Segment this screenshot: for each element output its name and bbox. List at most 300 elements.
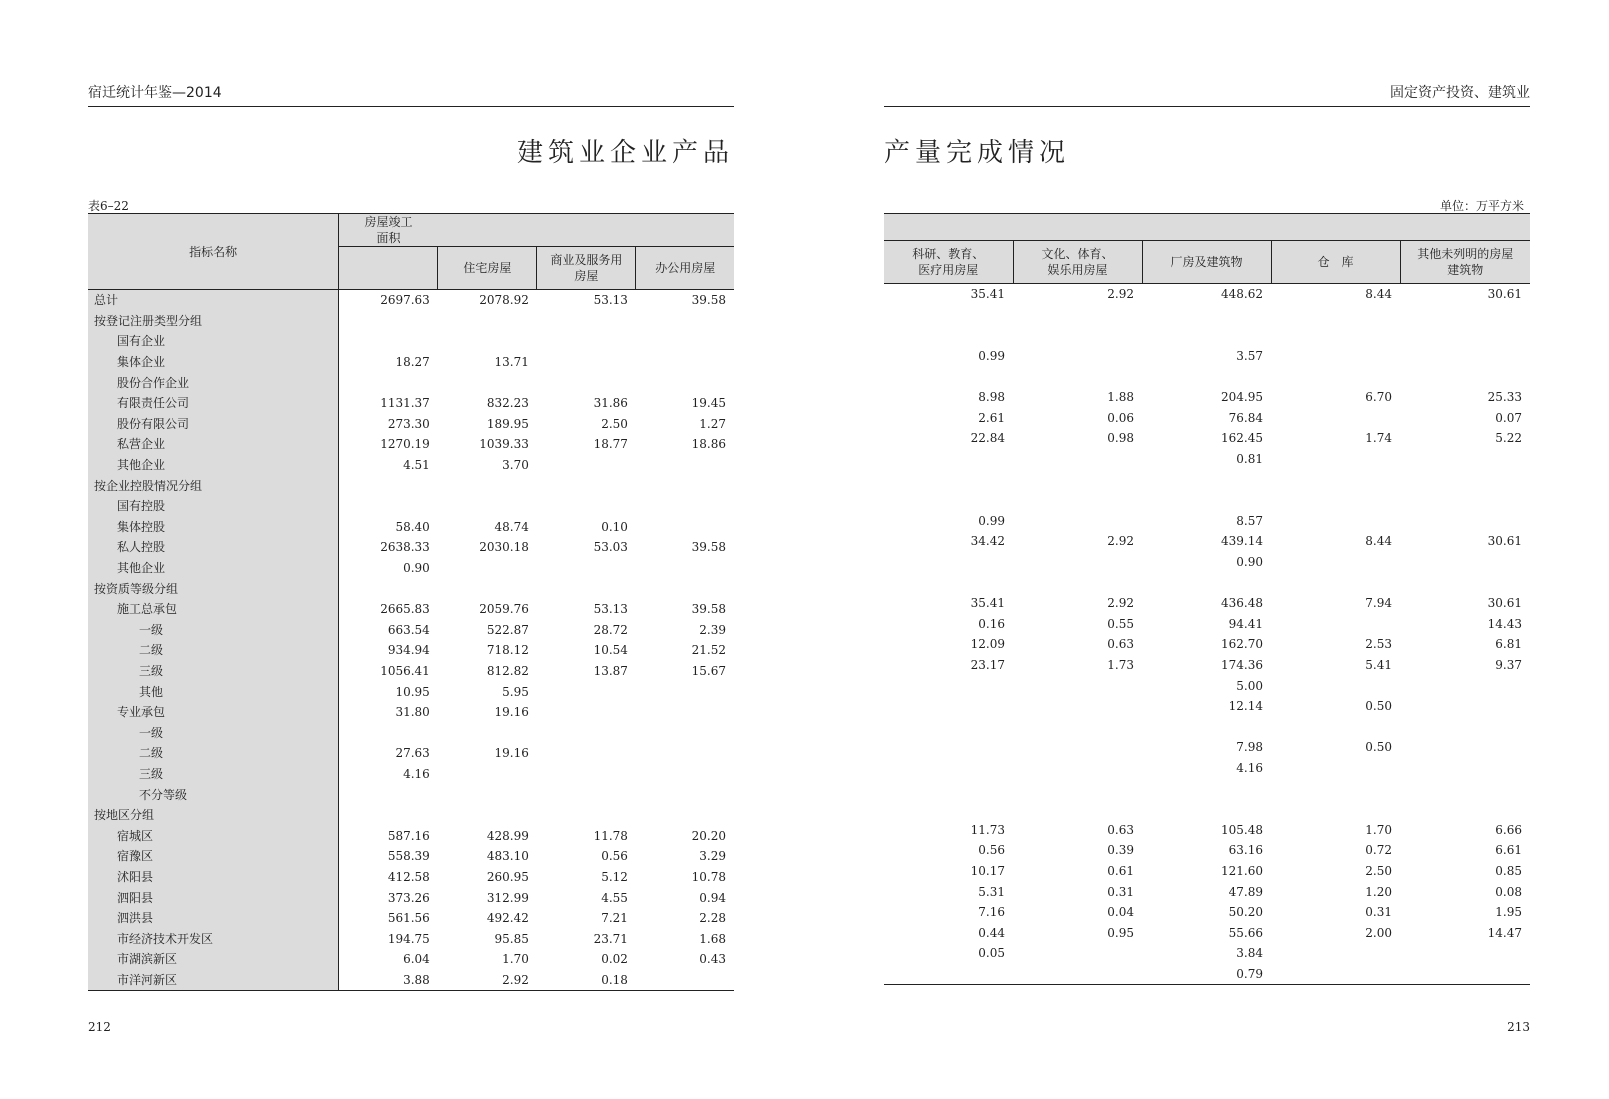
cell-value: 19.16 — [494, 705, 529, 720]
header-warehouse: 仓 库 — [1271, 241, 1400, 284]
table-row — [88, 970, 734, 991]
folio-right: 213 — [1507, 1020, 1530, 1034]
cell-value: 18.77 — [593, 437, 628, 452]
cell-value — [1271, 346, 1400, 367]
cell-value: 3.29 — [699, 849, 726, 864]
row-label: 三级 — [88, 661, 339, 682]
cell-value — [438, 764, 537, 785]
cell-value: 4.51 — [403, 458, 430, 473]
cell-value — [884, 737, 1013, 758]
row-label: 按资质等级分组 — [88, 578, 339, 599]
cell-value — [1400, 943, 1530, 964]
cell-value — [339, 372, 438, 393]
table-row — [88, 681, 734, 702]
cell-value: 10.95 — [395, 684, 430, 699]
cell-value: 0.43 — [699, 952, 726, 967]
cell-value — [1400, 305, 1530, 326]
cell-value: 20.20 — [691, 828, 726, 843]
table-row — [884, 366, 1530, 387]
cell-value: 1.88 — [1107, 390, 1134, 405]
cell-value: 50.20 — [1228, 905, 1263, 920]
header-culture: 文化、体育、 娱乐用房屋 — [1013, 241, 1142, 284]
cell-value: 18.27 — [395, 355, 430, 370]
cell-value: 39.58 — [691, 540, 726, 555]
cell-value — [884, 572, 1013, 593]
cell-value — [537, 681, 636, 702]
cell-value — [1013, 325, 1142, 346]
cell-value: 312.99 — [486, 890, 529, 905]
cell-value: 13.87 — [593, 663, 628, 678]
cell-value — [1400, 799, 1530, 820]
cell-value: 14.43 — [1487, 616, 1522, 631]
cell-value: 0.56 — [601, 849, 628, 864]
cell-value: 0.07 — [1495, 410, 1522, 425]
cell-value: 0.99 — [978, 513, 1005, 528]
table-number: 表6–22 — [88, 199, 129, 213]
table-row — [884, 716, 1530, 737]
table-row — [884, 902, 1530, 923]
cell-value: 1.20 — [1365, 884, 1392, 899]
cell-value — [884, 449, 1013, 470]
cell-value — [537, 558, 636, 579]
cell-value — [636, 496, 734, 517]
cell-value: 1056.41 — [380, 663, 430, 678]
cell-value — [1013, 346, 1142, 367]
row-label: 宿豫区 — [88, 846, 339, 867]
cell-value — [1013, 737, 1142, 758]
table-row — [88, 578, 734, 599]
table-row — [884, 634, 1530, 655]
cell-value: 14.47 — [1487, 925, 1522, 940]
cell-value: 12.14 — [1228, 699, 1263, 714]
cell-value — [636, 455, 734, 476]
cell-value — [537, 331, 636, 352]
header-spacer — [438, 214, 734, 247]
cell-value: 31.86 — [593, 396, 628, 411]
cell-value — [537, 311, 636, 332]
cell-value: 30.61 — [1487, 534, 1522, 549]
row-label: 宿城区 — [88, 825, 339, 846]
cell-value: 260.95 — [486, 869, 529, 884]
header-indicator-name: 指标名称 — [88, 214, 339, 290]
cell-value: 10.78 — [691, 869, 726, 884]
cell-value — [1400, 469, 1530, 490]
cell-value: 0.61 — [1107, 863, 1134, 878]
cell-value — [1271, 614, 1400, 635]
cell-value — [884, 716, 1013, 737]
cell-value — [884, 758, 1013, 779]
table-row — [88, 393, 734, 414]
cell-value: 0.94 — [699, 890, 726, 905]
table-row — [884, 284, 1530, 305]
table-row — [88, 496, 734, 517]
cell-value: 6.04 — [403, 952, 430, 967]
cell-value: 3.84 — [1236, 946, 1263, 961]
cell-value: 47.89 — [1228, 884, 1263, 899]
header-spacer-right — [884, 214, 1530, 241]
header-office: 办公用房屋 — [636, 247, 734, 290]
cell-value — [1400, 716, 1530, 737]
cell-value — [1013, 366, 1142, 387]
table-row — [884, 428, 1530, 449]
cell-value — [1400, 696, 1530, 717]
cell-value — [1013, 469, 1142, 490]
cell-value — [1142, 778, 1271, 799]
cell-value: 6.81 — [1495, 637, 1522, 652]
cell-value — [636, 722, 734, 743]
cell-value: 162.45 — [1221, 431, 1263, 446]
table-row — [88, 928, 734, 949]
cell-value: 18.86 — [691, 437, 726, 452]
cell-value — [1400, 366, 1530, 387]
table-row — [88, 867, 734, 888]
cell-value: 1.70 — [1365, 822, 1392, 837]
cell-value: 6.66 — [1495, 822, 1522, 837]
cell-value — [884, 552, 1013, 573]
table-row — [88, 434, 734, 455]
row-label: 国有企业 — [88, 331, 339, 352]
cell-value: 25.33 — [1487, 390, 1522, 405]
cell-value: 1131.37 — [380, 396, 430, 411]
row-label: 股份有限公司 — [88, 414, 339, 435]
cell-value — [537, 372, 636, 393]
cell-value: 2697.63 — [380, 293, 430, 308]
header-commercial: 商业及服务用 房屋 — [537, 247, 636, 290]
data-table-right — [884, 213, 1530, 985]
cell-value: 0.10 — [601, 519, 628, 534]
table-row — [88, 331, 734, 352]
table-row — [88, 599, 734, 620]
cell-value: 94.41 — [1228, 616, 1263, 631]
page-title-right: 产量完成情况 — [884, 138, 1071, 168]
cell-value: 204.95 — [1221, 390, 1263, 405]
cell-value — [636, 311, 734, 332]
cell-value — [636, 558, 734, 579]
table-row — [88, 640, 734, 661]
cell-value — [1400, 552, 1530, 573]
cell-value — [636, 805, 734, 826]
row-label: 其他企业 — [88, 558, 339, 579]
row-label: 股份合作企业 — [88, 372, 339, 393]
cell-value: 3.70 — [502, 458, 529, 473]
cell-value: 162.70 — [1221, 637, 1263, 652]
row-label: 施工总承包 — [88, 599, 339, 620]
cell-value — [438, 805, 537, 826]
cell-value — [1400, 511, 1530, 532]
cell-value — [884, 964, 1013, 985]
cell-value: 558.39 — [387, 849, 430, 864]
cell-value: 48.74 — [494, 519, 529, 534]
cell-value: 373.26 — [387, 890, 430, 905]
cell-value: 2030.18 — [479, 540, 529, 555]
cell-value: 1.73 — [1107, 657, 1134, 672]
cell-value: 1.95 — [1495, 905, 1522, 920]
table-row — [88, 722, 734, 743]
cell-value: 12.09 — [970, 637, 1005, 652]
cell-value: 0.18 — [537, 970, 636, 991]
cell-value: 2059.76 — [479, 602, 529, 617]
row-label: 按企业控股情况分组 — [88, 475, 339, 496]
cell-value — [339, 722, 438, 743]
cell-value: 189.95 — [486, 416, 529, 431]
cell-value — [884, 469, 1013, 490]
cell-value — [1271, 449, 1400, 470]
row-label: 私人控股 — [88, 537, 339, 558]
cell-value: 5.00 — [1236, 678, 1263, 693]
cell-value: 0.90 — [1236, 555, 1263, 570]
cell-value — [537, 722, 636, 743]
cell-value: 2.61 — [978, 410, 1005, 425]
cell-value — [339, 311, 438, 332]
cell-value: 718.12 — [486, 643, 529, 658]
table-row — [884, 840, 1530, 861]
cell-value: 2078.92 — [479, 293, 529, 308]
cell-value: 2.50 — [1365, 863, 1392, 878]
cell-value: 39.58 — [691, 602, 726, 617]
cell-value: 3.57 — [1236, 349, 1263, 364]
cell-value: 95.85 — [494, 931, 529, 946]
cell-value: 2.92 — [438, 970, 537, 991]
cell-value: 27.63 — [395, 746, 430, 761]
cell-value — [339, 805, 438, 826]
table-row — [88, 846, 734, 867]
cell-value: 2.00 — [1365, 925, 1392, 940]
table-row — [884, 469, 1530, 490]
cell-value — [1013, 943, 1142, 964]
cell-value — [1142, 305, 1271, 326]
table-row — [884, 408, 1530, 429]
cell-value — [1142, 366, 1271, 387]
row-label: 市湖滨新区 — [88, 949, 339, 970]
cell-value: 0.50 — [1365, 740, 1392, 755]
cell-value: 39.58 — [691, 293, 726, 308]
cell-value — [636, 702, 734, 723]
table-row — [884, 675, 1530, 696]
cell-value — [1271, 552, 1400, 573]
cell-value: 9.37 — [1495, 657, 1522, 672]
cell-value: 439.14 — [1221, 534, 1263, 549]
cell-value: 0.31 — [1107, 884, 1134, 899]
cell-value: 2.50 — [601, 416, 628, 431]
cell-value: 2.92 — [1107, 596, 1134, 611]
cell-value — [884, 778, 1013, 799]
header-research: 科研、教育、 医疗用房屋 — [884, 241, 1013, 284]
table-row — [884, 861, 1530, 882]
cell-value: 3.88 — [339, 970, 438, 991]
cell-value — [537, 764, 636, 785]
cell-value: 53.13 — [593, 602, 628, 617]
cell-value: 0.98 — [1107, 431, 1134, 446]
cell-value: 5.95 — [502, 684, 529, 699]
cell-value — [884, 799, 1013, 820]
cell-value: 4.16 — [1236, 760, 1263, 775]
cell-value: 1270.19 — [380, 437, 430, 452]
cell-value: 0.05 — [978, 946, 1005, 961]
table-row — [88, 908, 734, 929]
cell-value — [537, 475, 636, 496]
cell-value — [438, 578, 537, 599]
table-row — [884, 511, 1530, 532]
row-label: 市洋河新区 — [88, 970, 339, 991]
table-row — [884, 964, 1530, 985]
cell-value — [339, 331, 438, 352]
table-row — [884, 614, 1530, 635]
cell-value: 6.70 — [1365, 390, 1392, 405]
cell-value — [1400, 675, 1530, 696]
cell-value: 105.48 — [1221, 822, 1263, 837]
cell-value: 15.67 — [691, 663, 726, 678]
cell-value: 7.98 — [1236, 740, 1263, 755]
row-label: 沭阳县 — [88, 867, 339, 888]
cell-value — [438, 311, 537, 332]
cell-value: 2.92 — [1107, 534, 1134, 549]
cell-value — [339, 496, 438, 517]
cell-value: 5.12 — [601, 869, 628, 884]
cell-value: 0.31 — [1365, 905, 1392, 920]
cell-value — [636, 681, 734, 702]
table-row — [88, 702, 734, 723]
cell-value — [1013, 675, 1142, 696]
cell-value: 0.85 — [1495, 863, 1522, 878]
cell-value: 121.60 — [1221, 863, 1263, 878]
cell-value — [1400, 737, 1530, 758]
cell-value — [1013, 964, 1142, 985]
cell-value: 832.23 — [486, 396, 529, 411]
header-residential: 住宅房屋 — [438, 247, 537, 290]
cell-value — [1271, 675, 1400, 696]
table-row — [884, 819, 1530, 840]
table-row — [88, 764, 734, 785]
row-label: 按地区分组 — [88, 805, 339, 826]
cell-value: 0.50 — [1365, 699, 1392, 714]
cell-value — [537, 702, 636, 723]
header-factory: 厂房及建筑物 — [1142, 241, 1271, 284]
cell-value: 19.16 — [494, 746, 529, 761]
cell-value: 0.72 — [1365, 843, 1392, 858]
cell-value: 0.39 — [1107, 843, 1134, 858]
cell-value — [438, 331, 537, 352]
cell-value: 483.10 — [486, 849, 529, 864]
table-row — [884, 778, 1530, 799]
row-label: 其他 — [88, 681, 339, 702]
table-row — [88, 825, 734, 846]
cell-value: 436.48 — [1221, 596, 1263, 611]
cell-value — [636, 578, 734, 599]
cell-value: 0.06 — [1107, 410, 1134, 425]
table-row — [88, 290, 734, 311]
cell-value: 2.92 — [1107, 287, 1134, 302]
cell-value: 23.71 — [593, 931, 628, 946]
cell-value: 0.90 — [403, 561, 430, 576]
cell-value: 174.36 — [1221, 657, 1263, 672]
cell-value — [1271, 366, 1400, 387]
cell-value: 28.72 — [593, 622, 628, 637]
cell-value: 1.74 — [1365, 431, 1392, 446]
cell-value — [1271, 964, 1400, 985]
cell-value — [537, 743, 636, 764]
cell-value — [636, 970, 734, 991]
cell-value — [884, 366, 1013, 387]
cell-value — [438, 784, 537, 805]
table-row — [88, 784, 734, 805]
cell-value: 2.39 — [699, 622, 726, 637]
cell-value: 8.57 — [1236, 513, 1263, 528]
table-row — [884, 696, 1530, 717]
cell-value: 5.22 — [1495, 431, 1522, 446]
row-label: 二级 — [88, 743, 339, 764]
cell-value — [884, 325, 1013, 346]
row-label: 市经济技术开发区 — [88, 928, 339, 949]
cell-value — [636, 743, 734, 764]
cell-value: 7.94 — [1365, 596, 1392, 611]
cell-value: 2638.33 — [380, 540, 430, 555]
row-label: 一级 — [88, 722, 339, 743]
cell-value — [1271, 469, 1400, 490]
cell-value: 8.44 — [1365, 534, 1392, 549]
table-row — [88, 887, 734, 908]
cell-value: 0.44 — [978, 925, 1005, 940]
cell-value — [1400, 572, 1530, 593]
table-row — [884, 572, 1530, 593]
cell-value: 0.63 — [1107, 637, 1134, 652]
table-row — [884, 490, 1530, 511]
cell-value: 561.56 — [387, 911, 430, 926]
header-other: 其他未列明的房屋 建筑物 — [1400, 241, 1530, 284]
cell-value — [636, 764, 734, 785]
row-label: 不分等级 — [88, 784, 339, 805]
cell-value — [339, 475, 438, 496]
cell-value: 0.99 — [978, 349, 1005, 364]
cell-value — [1400, 346, 1530, 367]
cell-value — [537, 352, 636, 373]
cell-value — [1271, 799, 1400, 820]
cell-value — [884, 305, 1013, 326]
cell-value: 2.28 — [699, 911, 726, 926]
cell-value: 1.70 — [502, 952, 529, 967]
table-row — [884, 799, 1530, 820]
cell-value — [1400, 778, 1530, 799]
cell-value — [438, 558, 537, 579]
cell-value — [636, 784, 734, 805]
cell-value: 58.40 — [395, 519, 430, 534]
cell-value — [1271, 758, 1400, 779]
cell-value: 0.79 — [1142, 964, 1271, 985]
cell-value — [438, 722, 537, 743]
cell-value: 55.66 — [1228, 925, 1263, 940]
table-row — [88, 414, 734, 435]
cell-value: 4.16 — [403, 766, 430, 781]
cell-value: 522.87 — [486, 622, 529, 637]
running-head-left: 宿迁统计年鉴—2014 — [88, 84, 734, 107]
cell-value — [438, 372, 537, 393]
cell-value: 0.04 — [1107, 905, 1134, 920]
cell-value — [1013, 552, 1142, 573]
row-label: 有限责任公司 — [88, 393, 339, 414]
cell-value — [1013, 449, 1142, 470]
cell-value: 21.52 — [691, 643, 726, 658]
cell-value — [537, 496, 636, 517]
cell-value: 1.27 — [699, 416, 726, 431]
cell-value: 76.84 — [1228, 410, 1263, 425]
table-row — [88, 661, 734, 682]
row-label: 专业承包 — [88, 702, 339, 723]
running-head-right: 固定资产投资、建筑业 — [884, 84, 1530, 107]
row-label: 一级 — [88, 620, 339, 641]
cell-value: 492.42 — [486, 911, 529, 926]
cell-value — [636, 372, 734, 393]
cell-value — [884, 696, 1013, 717]
cell-value — [537, 784, 636, 805]
